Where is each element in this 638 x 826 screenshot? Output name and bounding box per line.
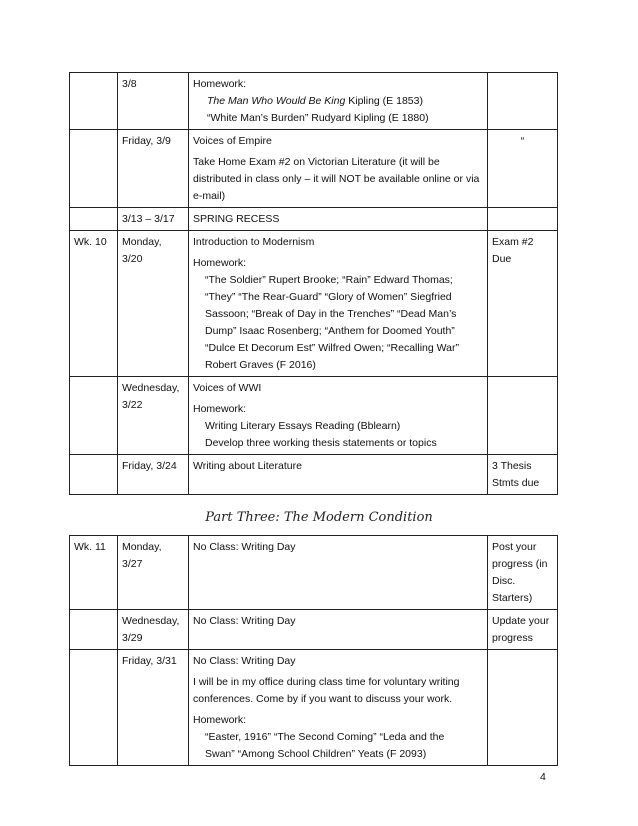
- date-day: Monday,: [122, 541, 162, 553]
- due-cell: [488, 377, 558, 455]
- due-cell: “: [488, 130, 558, 208]
- date-cell: Friday, 3/31: [118, 650, 189, 766]
- reading-author: Kipling (E 1853): [345, 95, 423, 107]
- table-row: [70, 377, 558, 455]
- date-cell: 3/8: [118, 73, 189, 130]
- section-heading: Part Three: The Modern Condition: [205, 510, 433, 525]
- topic-cell: No Class: Writing Day: [189, 536, 488, 610]
- topic-title: Voices of WWI: [193, 382, 262, 394]
- table-row: [70, 208, 558, 231]
- due-cell: [488, 650, 558, 766]
- week-cell: [70, 73, 118, 130]
- reading-list: “Easter, 1916” “The Second Coming” “Leda and the Swan” “Among School Children” Yeats (F 2093): [205, 731, 445, 760]
- week-cell: [70, 130, 118, 208]
- table-row: [70, 610, 558, 650]
- topic-cell: Writing about Literature: [189, 455, 488, 495]
- date-cell: [118, 610, 189, 650]
- due-cell: Update your progress: [488, 610, 558, 650]
- table-row: [70, 231, 558, 377]
- topic-cell: [189, 130, 488, 208]
- table-row: [70, 650, 558, 766]
- date-cell: [118, 231, 189, 377]
- topic-cell: [189, 377, 488, 455]
- office-hours-note: I will be in my office during class time for voluntary writing conferences. Come by if you want to discuss your work.: [193, 676, 460, 705]
- date-cell: 3/13 – 3/17: [118, 208, 189, 231]
- date-number: 3/22: [122, 399, 143, 411]
- date-number: 3/20: [122, 253, 143, 265]
- week-cell: [70, 650, 118, 766]
- homework-item: Develop three working thesis statements or topics: [205, 437, 437, 449]
- topic-cell: [189, 231, 488, 377]
- table-row: [70, 73, 558, 130]
- topic-title: Introduction to Modernism: [193, 236, 315, 248]
- due-cell: Post your progress (in Disc. Starters): [488, 536, 558, 610]
- date-cell: Friday, 3/24: [118, 455, 189, 495]
- homework-label: Homework:: [193, 403, 247, 415]
- table-row: [70, 536, 558, 610]
- date-number: 3/29: [122, 632, 143, 644]
- schedule-table-weeks-9-10: [69, 72, 558, 495]
- due-cell: Exam #2 Due: [488, 231, 558, 377]
- topic-title: No Class: Writing Day: [193, 655, 296, 667]
- topic-cell: [189, 650, 488, 766]
- reading-title: The Man Who Would Be King: [207, 95, 346, 107]
- homework-label: Homework:: [193, 78, 247, 90]
- page-number: 4: [540, 771, 546, 783]
- homework-label: Homework:: [193, 257, 247, 269]
- schedule-table-week-11: [69, 535, 558, 766]
- week-cell: [70, 377, 118, 455]
- topic-cell: [189, 73, 488, 130]
- week-cell: Wk. 10: [70, 231, 118, 377]
- date-number: 3/27: [122, 558, 143, 570]
- date-cell: [118, 377, 189, 455]
- date-day: Monday,: [122, 236, 162, 248]
- table-row: [70, 130, 558, 208]
- homework-label: Homework:: [193, 714, 247, 726]
- date-day: Wednesday,: [122, 615, 180, 627]
- week-cell: [70, 610, 118, 650]
- table-row: [70, 455, 558, 495]
- due-cell: [488, 73, 558, 130]
- reading-line: [193, 93, 483, 110]
- topic-cell: SPRING RECESS: [189, 208, 488, 231]
- date-day: Wednesday,: [122, 382, 180, 394]
- due-cell: 3 Thesis Stmts due: [488, 455, 558, 495]
- topic-cell: No Class: Writing Day: [189, 610, 488, 650]
- homework-item: Writing Literary Essays Reading (Bblearn): [205, 420, 401, 432]
- reading-line: “White Man’s Burden” Rudyard Kipling (E 1880): [207, 112, 429, 124]
- topic-title: Voices of Empire: [193, 135, 272, 147]
- date-cell: [118, 536, 189, 610]
- week-cell: Wk. 11: [70, 536, 118, 610]
- exam-note: Take Home Exam #2 on Victorian Literature (it will be distributed in class only – it will NOT be available online or via e-mail): [193, 156, 480, 202]
- week-cell: [70, 208, 118, 231]
- due-cell: [488, 208, 558, 231]
- date-cell: Friday, 3/9: [118, 130, 189, 208]
- reading-list: “The Soldier” Rupert Brooke; “Rain” Edward Thomas; “They” “The Rear-Guard” “Glory of Women” Siegfried Sassoon; “Break of Day in the Trenches” “Dead Man’s Dump” Isaac Rosenberg; “Anthem for Doomed Youth” “Dulce Et Decorum Est” Wilfred Owen; “Recalling War” Robert Graves (F 2016): [205, 274, 459, 371]
- week-cell: [70, 455, 118, 495]
